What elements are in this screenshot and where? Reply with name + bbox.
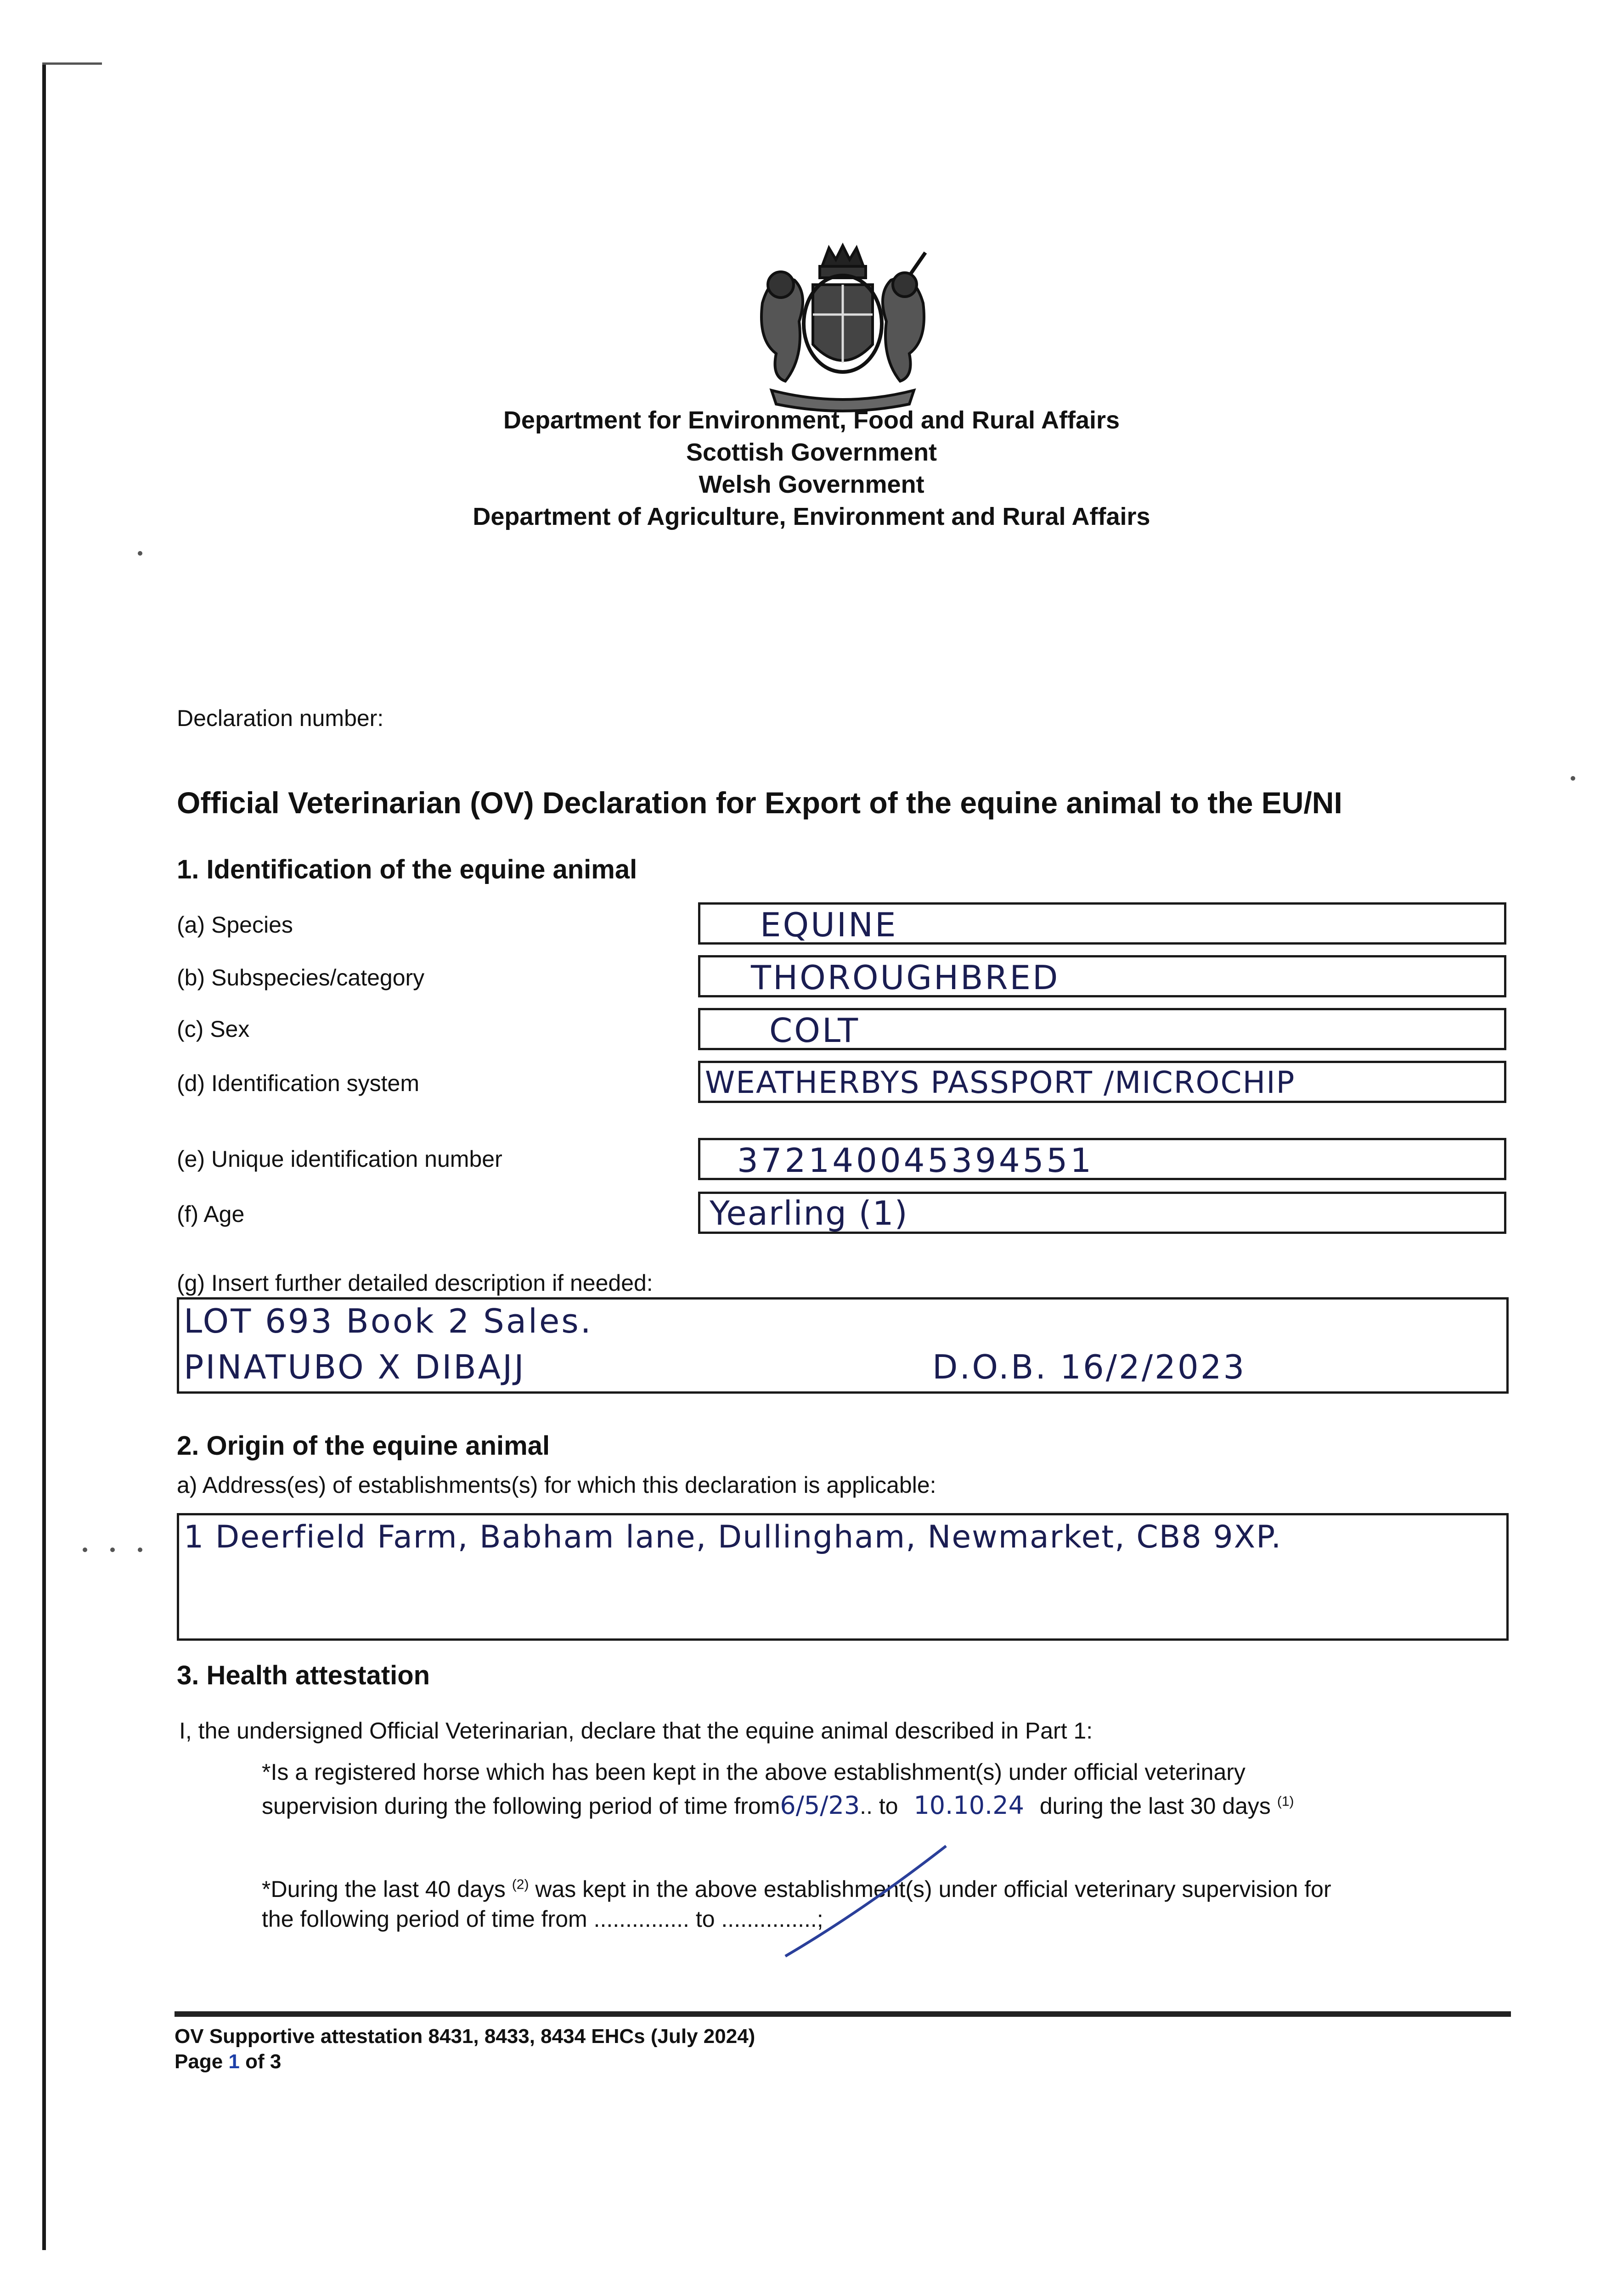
page-number-post: of 3 [239,2050,282,2073]
dept-daera: Department of Agriculture, Environment and Rural Affairs [473,503,1150,530]
further-description-line1: LOT 693 Book 2 Sales. [184,1302,593,1340]
further-description-line2-right: D.O.B. 16/2/2023 [932,1348,1246,1386]
para1-period-text: supervision during the following period of time from [262,1793,780,1819]
sex-value: COLT [769,1011,860,1050]
top-corner-mark [42,62,102,65]
dept-scottish-government: Scottish Government [686,439,937,466]
footer-attestation: OV Supportive attestation 8431, 8433, 8434 EHCs (July 2024) [175,2025,755,2048]
para1-last-days: during the last 30 days [1039,1793,1271,1819]
subspecies-label: (b) Subspecies/category [177,965,425,990]
section2-heading: 2. Origin of the equine animal [177,1431,550,1461]
id-system-label: (d) Identification system [177,1070,419,1096]
page-number-pre: Page [175,2050,229,2073]
dept-defra: Department for Environment, Food and Rural Affairs [503,406,1120,434]
age-value: Yearling (1) [710,1194,908,1232]
species-label: (a) Species [177,912,293,938]
footer-rule [175,2011,1511,2017]
para1-footnote: (1) [1277,1794,1294,1809]
para2-text-post: was kept in the above establishment(s) under official veterinary supervision for [535,1876,1331,1902]
subspecies-value: THOROUGHBRED [751,958,1060,997]
further-description-field[interactable] [177,1297,1509,1394]
id-system-value: WEATHERBYS PASSPORT /MICROCHIP [705,1065,1296,1100]
scan-speck [138,1548,142,1552]
dept-welsh-government: Welsh Government [699,471,924,498]
royal-coat-of-arms-icon [744,239,941,413]
age-label: (f) Age [177,1201,245,1227]
sex-label: (c) Sex [177,1016,250,1042]
attestation-para1-line1: *Is a registered horse which has been kept in the above establishment(s) under official veterinary [262,1759,1245,1785]
left-margin-rule [42,64,46,2250]
attestation-para1-line2 [262,1791,1294,1820]
scan-speck [1571,776,1575,781]
scan-speck [138,551,142,556]
declaration-number-label: Declaration number: [177,705,384,731]
unique-id-value: 372140045394551 [737,1141,1094,1180]
address-field[interactable] [177,1513,1509,1641]
sex-field[interactable] [698,1008,1506,1050]
further-description-line2-left: PINATUBO X DIBAJJ [184,1348,526,1386]
para1-from-date: 6/5/23 [780,1791,860,1820]
unique-id-label: (e) Unique identification number [177,1146,502,1172]
id-system-field[interactable] [698,1061,1506,1103]
section1-heading: 1. Identification of the equine animal [177,855,637,884]
species-field[interactable] [698,902,1506,945]
scan-speck [83,1548,87,1552]
page-title: Official Veterinarian (OV) Declaration for Export of the equine animal to the EU/NI [177,786,1342,820]
address-value: 1 Deerfield Farm, Babham lane, Dullingham, Newmarket, CB8 9XP. [184,1519,1282,1555]
further-description-label: (g) Insert further detailed description if needed: [177,1270,653,1296]
page-number [175,2050,281,2073]
para2-footnote: (2) [512,1877,529,1892]
age-field[interactable] [698,1192,1506,1234]
species-value: EQUINE [760,906,898,944]
unique-id-field[interactable] [698,1138,1506,1180]
attestation-para2-line2: the following period of time from ............... to ...............; [262,1906,823,1932]
strike-through-mark [781,1841,955,1965]
section3-heading: 3. Health attestation [177,1660,430,1690]
address-label: a) Address(es) of establishments(s) for which this declaration is applicable: [177,1472,936,1498]
health-intro: I, the undersigned Official Veterinarian, declare that the equine animal described in Part 1: [179,1718,1093,1744]
para1-to-word: .. to [860,1793,898,1819]
para1-to-date: 10.10.24 [913,1791,1024,1820]
para2-text-pre: *During the last 40 days [262,1876,506,1902]
scan-speck [110,1548,115,1552]
subspecies-field[interactable] [698,955,1506,997]
page-number-current: 1 [228,2050,240,2073]
